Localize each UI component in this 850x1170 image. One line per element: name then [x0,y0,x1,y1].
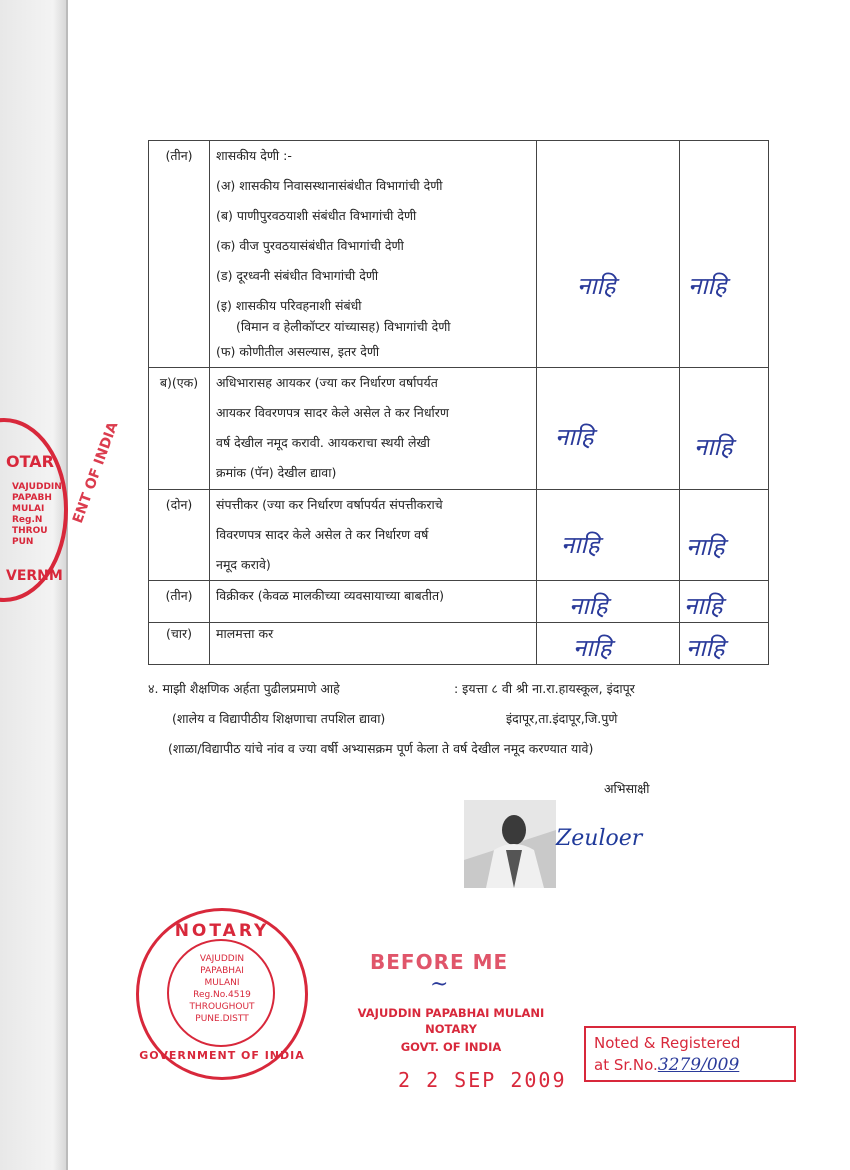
seal-bottom-text: GOVERNMENT OF INDIA [139,1049,305,1062]
date-stamp: 2 2 SEP 2009 [398,1068,567,1092]
handwritten-cell [537,141,680,368]
registration-line-2 [594,1054,786,1076]
education-label: ४. माझी शैक्षणिक अर्हता पुढीलप्रमाणे आहे [148,681,340,696]
seal-top-text: NOTARY [174,921,270,941]
table-row [149,141,769,368]
handwritten-cell [537,368,680,490]
side-seal-line: PAPABH [12,493,52,503]
row-text-line: आयकर विवरणपत्र सादर केले असेल ते कर निर्धारण [216,405,449,420]
handwritten-cell [680,623,769,665]
seal-line: THROUGHOUT [189,1002,255,1012]
education-value: : इयत्ता ८ वी श्री ना.रा.हायस्कूल, इंदापूर [454,681,635,696]
notary-seal [136,908,308,1080]
row-text-line: वर्ष देखील नमूद करावी. आयकराचा स्थयी लेखी [216,435,430,450]
handwritten-answer: नाहि [684,592,723,620]
side-seal-line: PUN [12,537,34,547]
list-item: (इ) शासकीय परिवहनाशी संबंधी [216,298,362,313]
row-heading: शासकीय देणी :- [216,148,292,163]
before-me-stamp: BEFORE ME [370,950,509,974]
seal-line: VAJUDDIN [199,954,245,964]
handwritten-answer: नाहि [573,634,612,662]
education-note: (शाळा/विद्यापीठ यांचे नांव व ज्या वर्षी अभ्यासक्रम पूर्ण केला ते वर्ष देखील नमूद करण्यात यावे) [168,741,594,756]
row-text-line: संपत्तीकर (ज्या कर निर्धारण वर्षापर्यत संपत्तीकराचे [216,497,443,512]
side-seal-line: VAJUDDIN [12,482,62,492]
handwritten-cell [680,490,769,581]
row-text-line: नमूद करावे) [216,557,271,572]
handwritten-cell [537,490,680,581]
side-seal-bottom: VERNM [6,568,63,584]
row-text-line: विवरणपत्र सादर केले असेल ते कर निर्धारण वर्ष [216,527,429,542]
row-number: (तीन) [149,141,210,368]
row-description [210,141,537,368]
education-label: (शालेय व विद्यापीठीय शिक्षणाचा तपशिल द्यावा) [172,711,386,726]
table-row [149,581,769,623]
notary-title: NOTARY [425,1022,477,1036]
row-description [210,368,537,490]
side-seal-arc-text: ENT OF INDIA [70,419,122,526]
handwritten-answer: नाहि [686,634,725,662]
witness-label: अभिसाक्षी [604,781,650,796]
side-seal-line: Reg.N [12,515,43,525]
list-item: (ड) दूरध्वनी संबंधीत विभागांची देणी [216,268,379,283]
handwritten-answer: नाहि [694,433,733,461]
notary-govt: GOVT. OF INDIA [400,1040,502,1054]
registration-number: 3279/009 [657,1055,740,1075]
person-photo-icon [464,800,556,888]
notary-signature-icon: ~ [430,972,449,997]
handwritten-cell [537,581,680,623]
side-seal-line: THROU [12,526,48,536]
handwritten-answer: नाहि [686,533,725,561]
dues-table [148,140,769,665]
seal-line: MULANI [204,978,240,988]
page-edge [66,0,68,1170]
seal-line: PUNE.DISTT [195,1014,249,1024]
row-number: (दोन) [149,490,210,581]
list-item: (अ) शासकीय निवासस्थानासंबंधीत विभागांची देणी [216,178,443,193]
signature: Zeuloer [556,826,643,851]
row-number: (तीन) [149,581,210,623]
education-value: इंदापूर,ता.इंदापूर,जि.पुणे [506,711,618,726]
list-item: (ब) पाणीपुरवठयाशी संबंधीत विभागांची देणी [216,208,417,223]
row-description: विक्रीकर (केवळ मालकीच्या व्यवसायाच्या बाबतीत) [210,581,537,623]
registration-label: at Sr.No. [594,1056,658,1074]
handwritten-answer: नाहि [577,272,616,300]
handwritten-cell [680,581,769,623]
registration-stamp [584,1026,796,1082]
notary-name: VAJUDDIN PAPABHAI MULANI [357,1006,545,1020]
list-item: (विमान व हेलीकॉप्टर यांच्यासह) विभागांची देणी [236,319,451,334]
handwritten-answer: नाहि [688,272,727,300]
row-number: (चार) [149,623,210,665]
row-text-line: क्रमांक (पॅन) देखील द्यावा) [216,465,337,480]
row-description [210,490,537,581]
table-row [149,368,769,490]
handwritten-answer: नाहि [569,592,608,620]
list-item: (फ) कोणीतील असल्यास, इतर देणी [216,344,380,359]
list-item: (क) वीज पुरवठयासंबंधीत विभागांची देणी [216,238,404,253]
handwritten-cell [680,368,769,490]
row-text-line: अधिभारासह आयकर (ज्या कर निर्धारण वर्षापर्यत [216,375,438,390]
handwritten-cell [537,623,680,665]
handwritten-answer: नाहि [561,531,600,559]
seal-line: PAPABHAI [200,966,244,976]
seal-line: Reg.No.4519 [193,990,251,1000]
table-row [149,490,769,581]
photograph [464,800,556,888]
handwritten-answer: नाहि [555,423,594,451]
row-description: मालमत्ता कर [210,623,537,665]
registration-line: Noted & Registered [594,1034,741,1052]
side-seal-line: MULAI [12,504,45,514]
table-row [149,623,769,665]
handwritten-cell [680,141,769,368]
row-number: ब)(एक) [149,368,210,490]
side-seal-top: OTAR [6,452,54,471]
